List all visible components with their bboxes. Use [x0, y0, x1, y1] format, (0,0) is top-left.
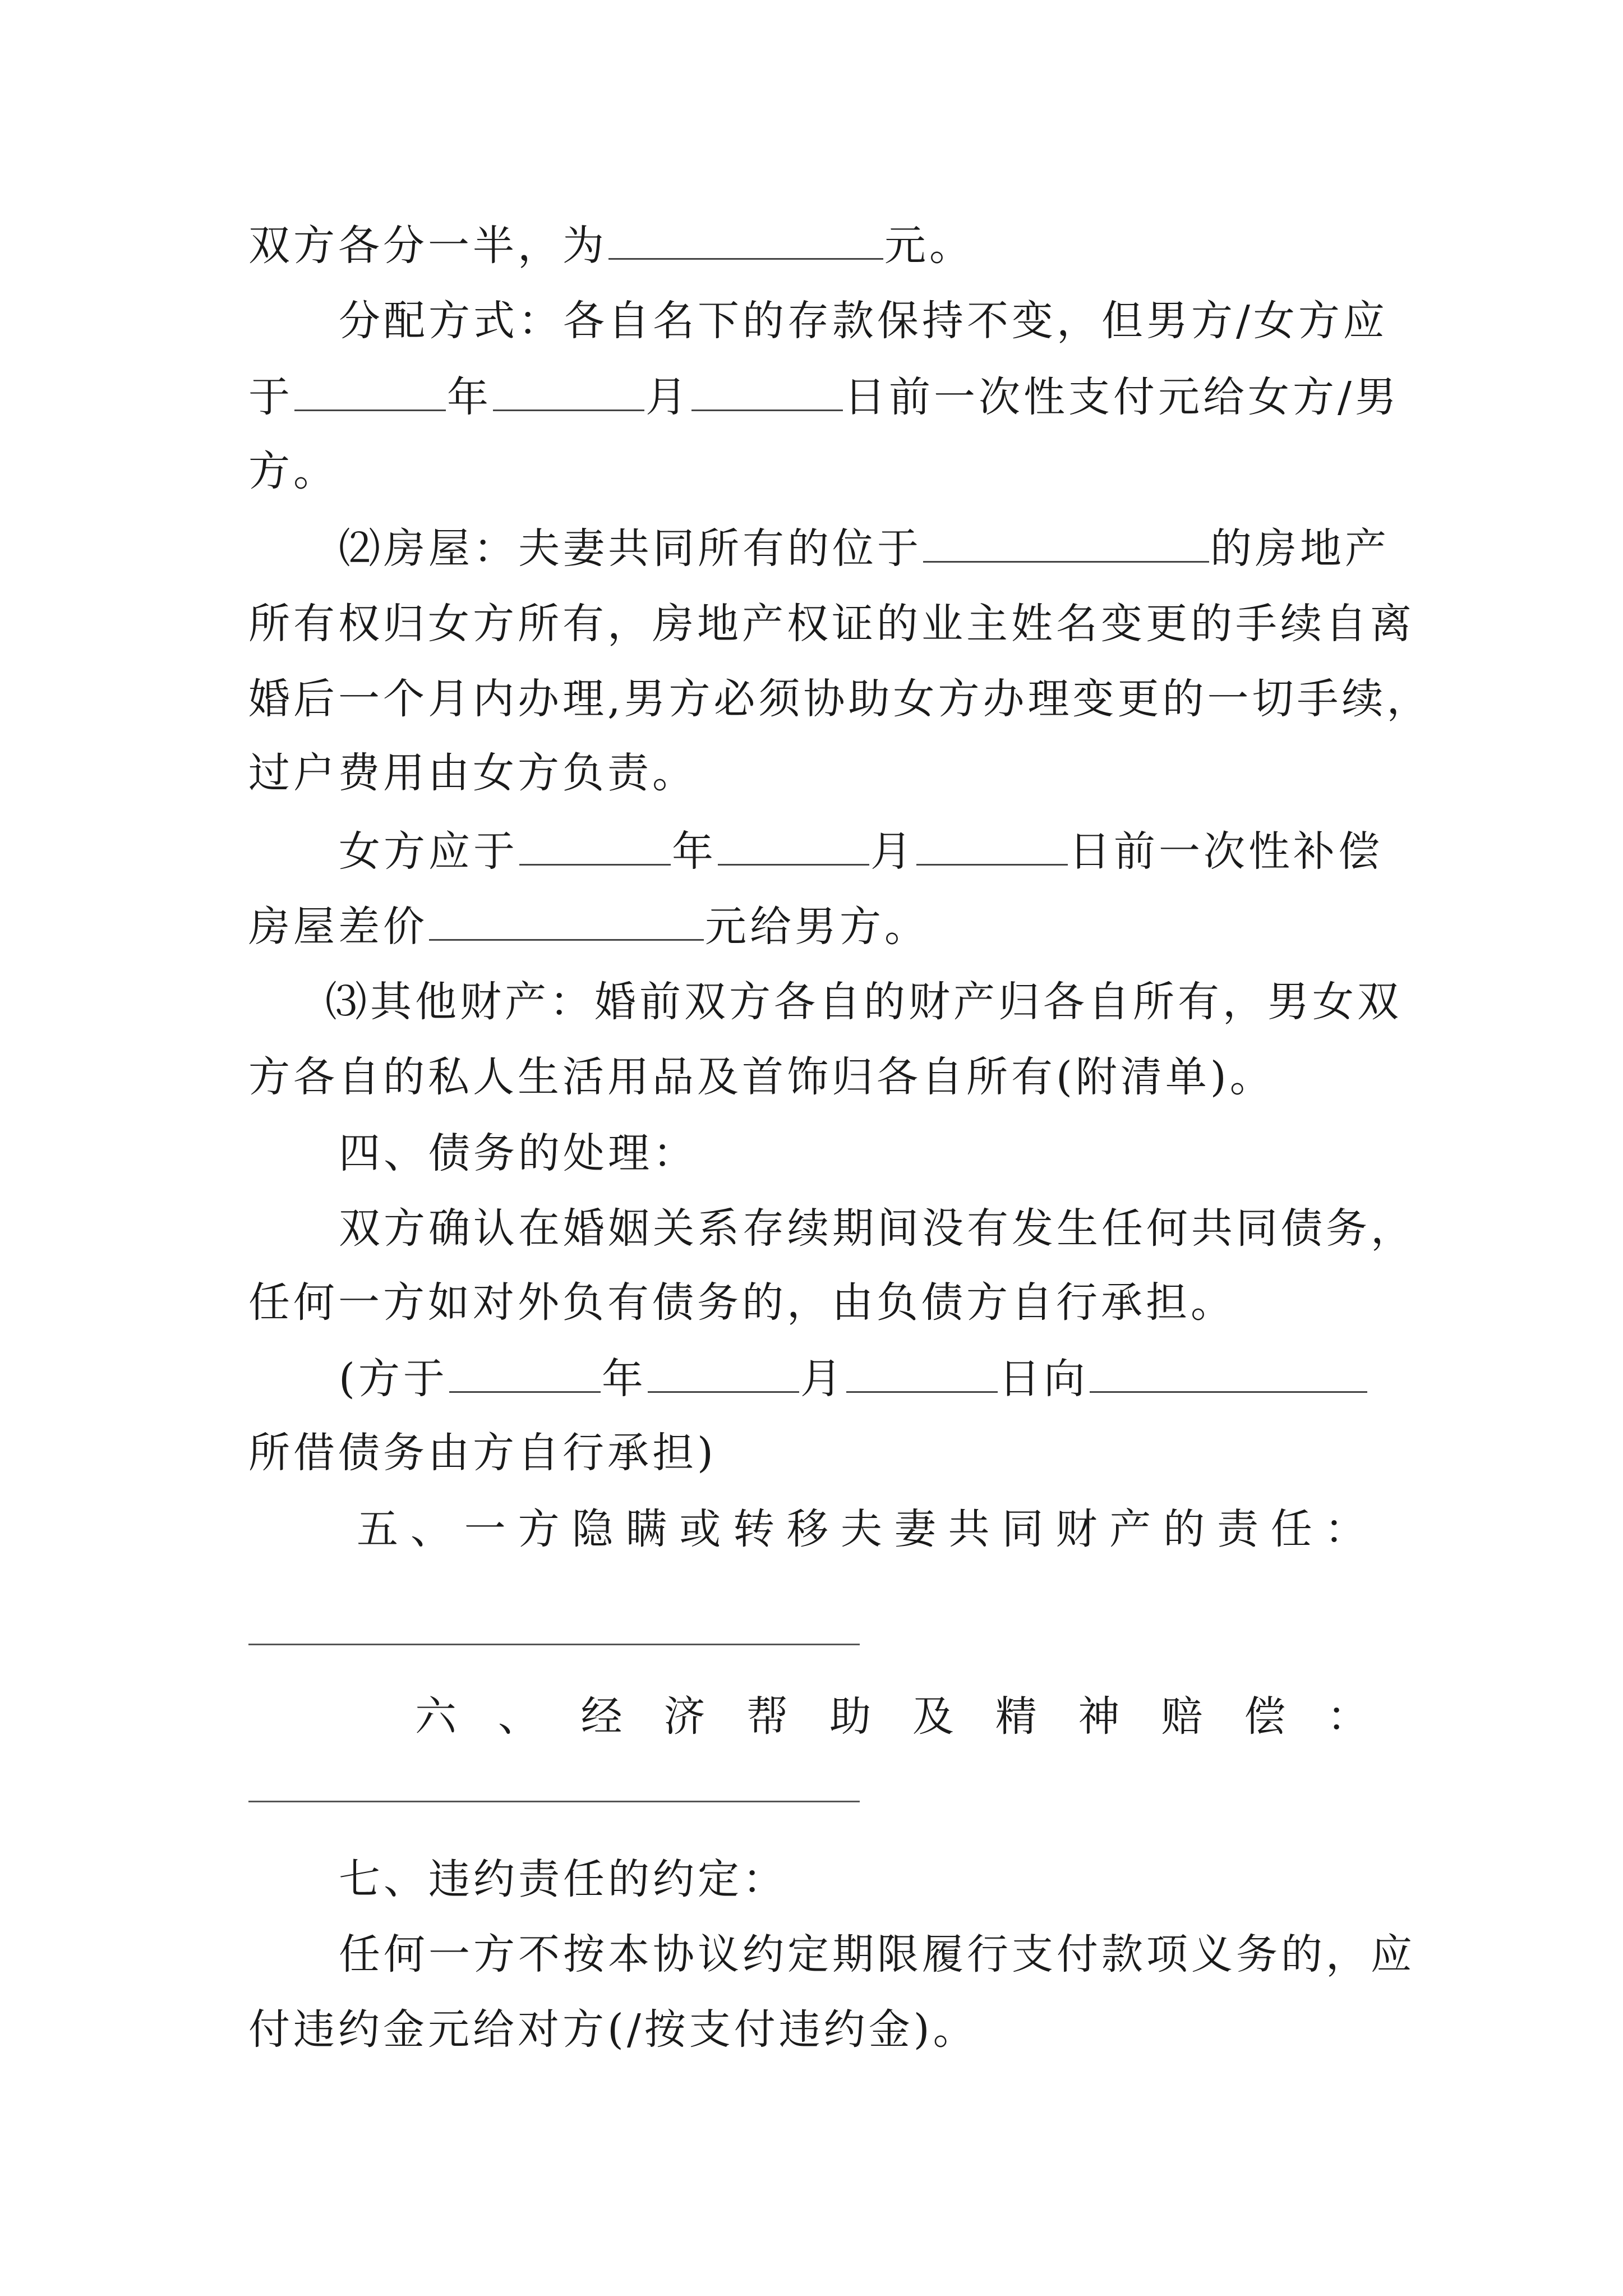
text-segment: 于 [248, 373, 293, 421]
text-segment: 任何一方如对外负有债务的，由负债方自行承担。 [248, 1278, 1235, 1327]
heading-character: 的 [1163, 1505, 1205, 1553]
heading-character: ： [1324, 1505, 1366, 1553]
fill-in-blank-amount [429, 902, 704, 941]
text-segment: 婚后一个月内办理,男方必须协助女方办理变更的一切手续， [248, 675, 1432, 723]
heading-character: 共 [948, 1505, 990, 1553]
heading-character: 隐 [571, 1505, 614, 1553]
paragraph-line [339, 515, 1393, 582]
text-segment: 所借债务由方自行承担) [248, 1429, 717, 1477]
heading-character: 移 [787, 1505, 828, 1553]
text-segment: 日前一次性补偿 [1069, 827, 1383, 876]
heading-character: ： [1326, 1692, 1368, 1741]
heading-character: 妻 [894, 1505, 936, 1553]
paragraph-line [248, 1043, 1393, 1111]
heading-character: 五 [357, 1505, 398, 1553]
section-heading [415, 1683, 1368, 1750]
heading-character: 夫 [840, 1505, 882, 1553]
heading-character: 方 [518, 1505, 560, 1553]
text-segment: 年 [601, 1355, 647, 1403]
paragraph-line [325, 968, 1402, 1036]
heading-character: 帮 [746, 1692, 789, 1741]
heading-character: 瞒 [625, 1505, 667, 1553]
fill-in-blank-year [294, 372, 446, 411]
text-segment: 七、违约责任的约定： [339, 1855, 787, 1903]
text-segment: 双方各分一半，为 [248, 222, 607, 270]
fill-in-line [248, 1644, 860, 1645]
text-segment: 日向 [998, 1355, 1089, 1403]
paragraph-line [248, 1269, 1393, 1336]
heading-character: 任 [1270, 1505, 1312, 1553]
paragraph-line [339, 818, 1393, 885]
paragraph-line [248, 1419, 1393, 1487]
paragraph-line [248, 893, 1393, 960]
heading-character: 经 [580, 1692, 623, 1741]
heading-character: 责 [1217, 1505, 1258, 1553]
heading-character: 济 [663, 1692, 706, 1741]
heading-character: 、 [497, 1692, 540, 1741]
heading-character: 偿 [1244, 1692, 1286, 1741]
heading-character: 赔 [1161, 1692, 1203, 1741]
text-segment: 四、债务的处理： [339, 1129, 698, 1177]
text-segment: 所有权归女方所有，房地产权证的业主姓名变更的手续自离 [248, 600, 1415, 648]
heading-character: 同 [1002, 1505, 1044, 1553]
fill-in-blank-amount [608, 221, 883, 260]
fill-in-blank-month [648, 1354, 799, 1393]
heading-character: 一 [464, 1505, 506, 1553]
fill-in-blank-month [718, 827, 869, 866]
paragraph-line [248, 212, 1393, 279]
paragraph-line [248, 665, 1432, 733]
fill-in-blank-year [449, 1354, 601, 1393]
text-segment: 年 [672, 827, 717, 876]
paragraph-line [248, 1996, 1393, 2063]
paragraph-line [339, 1345, 1393, 1412]
fill-in-blank-day [691, 372, 843, 411]
text-segment: 付违约金元给对方(/按支付违约金)。 [248, 2005, 978, 2054]
paragraph-line [248, 739, 1393, 807]
text-segment: 分配方式：各自名下的存款保持不变，但男方/女方应 [339, 297, 1388, 345]
text-segment: 年 [447, 373, 492, 421]
text-segment: 月 [645, 373, 690, 421]
heading-character: 神 [1078, 1692, 1120, 1741]
text-segment: (方于 [339, 1355, 448, 1403]
fill-in-blank-creditor [1090, 1354, 1367, 1393]
fill-in-blank-day [916, 827, 1068, 866]
fill-in-line [248, 1801, 860, 1802]
fill-in-blank-day [846, 1354, 998, 1393]
heading-character: 六 [415, 1692, 457, 1741]
heading-character: 转 [733, 1505, 775, 1553]
text-segment: 元给男方。 [705, 903, 929, 951]
text-segment: 过户费用由女方负责。 [248, 749, 697, 797]
paragraph-line [248, 590, 1415, 657]
section-heading [357, 1496, 1366, 1563]
fill-in-blank-month [493, 372, 644, 411]
heading-character: 精 [995, 1692, 1037, 1741]
text-segment: 房屋差价 [248, 903, 428, 951]
text-segment: 双方确认在婚姻关系存续期间没有发生任何共同债务， [339, 1204, 1415, 1253]
text-segment: 任何一方不按本协议约定期限履行支付款项义务的，应 [339, 1930, 1415, 1978]
section-heading [339, 1846, 1393, 1913]
text-segment: 日前一次性支付元给女方/男 [844, 373, 1400, 421]
paragraph-line [248, 438, 1393, 505]
text-segment: ⑶其他财产：婚前双方各自的财产归各自所有，男女双 [325, 978, 1402, 1026]
heading-character: 或 [679, 1505, 721, 1553]
text-segment: 的房地产 [1210, 524, 1390, 573]
paragraph-line [339, 1921, 1415, 1988]
paragraph-line [339, 1195, 1415, 1262]
text-segment: 女方应于 [339, 827, 518, 876]
paragraph-line [339, 287, 1393, 355]
text-segment: 元。 [884, 222, 974, 270]
section-heading [339, 1120, 1393, 1187]
heading-character: 财 [1055, 1505, 1098, 1553]
paragraph-line [248, 364, 1400, 431]
text-segment: 月 [870, 827, 915, 876]
heading-character: 助 [829, 1692, 872, 1741]
text-segment: ⑵房屋：夫妻共同所有的位于 [339, 524, 922, 573]
text-segment: 月 [800, 1355, 845, 1403]
heading-character: 、 [410, 1505, 452, 1553]
text-segment: 方。 [248, 447, 338, 495]
text-segment: 方各自的私人生活用品及首饰归各自所有(附清单)。 [248, 1053, 1275, 1101]
heading-character: 产 [1109, 1505, 1151, 1553]
heading-character: 及 [912, 1692, 954, 1741]
fill-in-blank-address [923, 524, 1209, 563]
fill-in-blank-year [519, 827, 671, 866]
